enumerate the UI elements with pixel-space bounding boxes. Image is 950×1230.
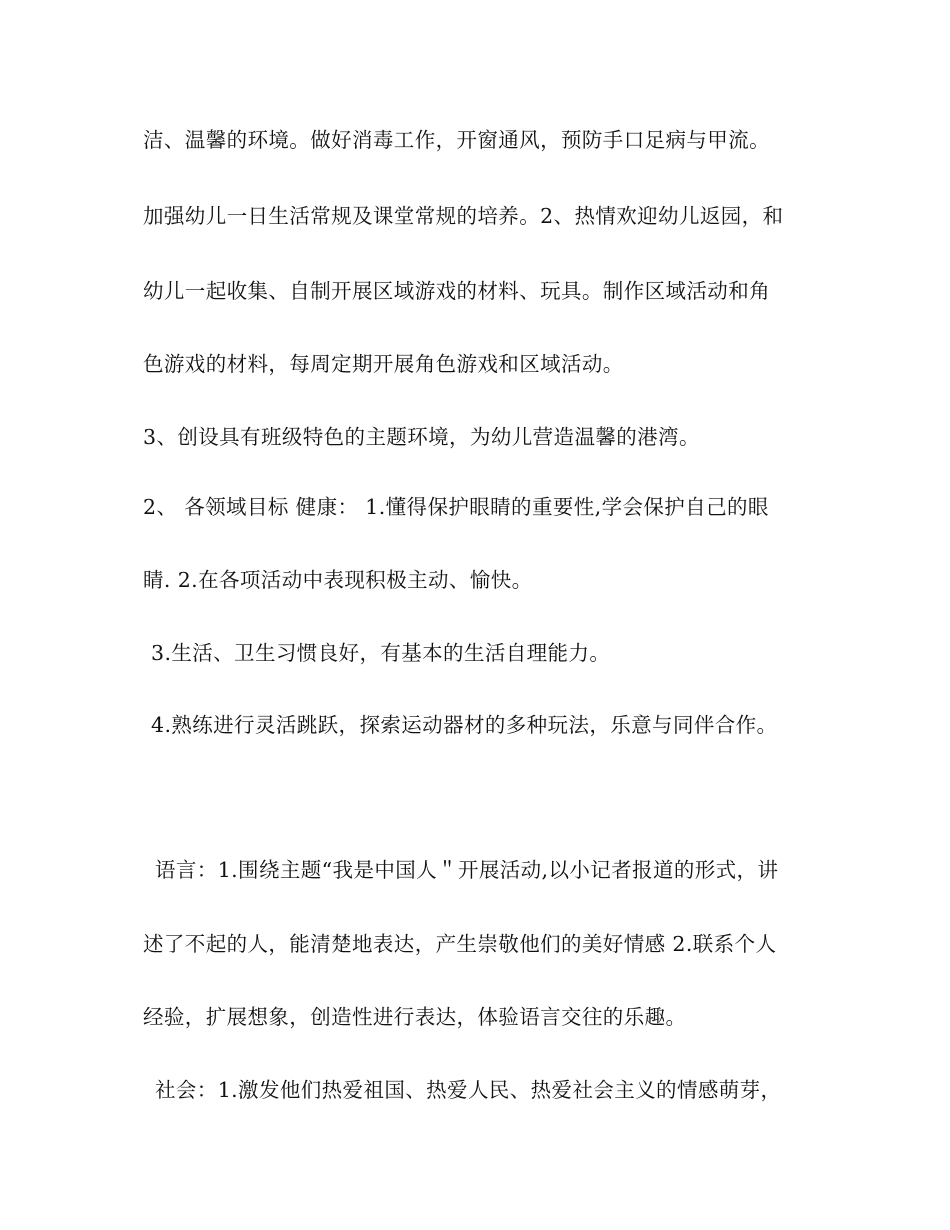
text-line: 3、创设具有班级特色的主题环境，为幼儿营造温馨的港湾。 [143,425,700,449]
text-line: 社会：1.激发他们热爱祖国、热爱人民、热爱社会主义的情感萌芽， [155,1078,782,1102]
text-line: 经验，扩展想象，创造性进行表达，体验语言交往的乐趣。 [143,1005,687,1029]
text-line: 幼儿一起收集、自制开展区域游戏的材料、玩具。制作区域活动和角 [143,279,770,303]
text-line: 述了不起的人，能清楚地表达，产生崇敬他们的美好情感 2.联系个人 [143,932,777,956]
text-line: 语言：1.围绕主题“我是中国人＂开展活动,以小记者报道的形式，讲 [155,858,779,882]
text-line: 色游戏的材料，每周定期开展角色游戏和区域活动。 [143,352,624,376]
text-line: 3.生活、卫生习惯良好，有基本的生活自理能力。 [151,641,611,665]
text-line: 睛. 2.在各项活动中表现积极主动、愉快。 [143,568,533,592]
text-line: 加强幼儿一日生活常规及课堂常规的培养。2、热情欢迎幼儿返园，和 [143,204,784,228]
text-line: 洁、温馨的环境。做好消毒工作，开窗通风，预防手口足病与甲流。 [143,128,770,152]
text-line: 2、 各领域目标 健康： 1.懂得保护眼睛的重要性,学会保护自己的眼 [143,495,769,519]
text-line: 4.熟练进行灵活跳跃，探索运动器材的多种玩法，乐意与同伴合作。 [151,713,778,737]
